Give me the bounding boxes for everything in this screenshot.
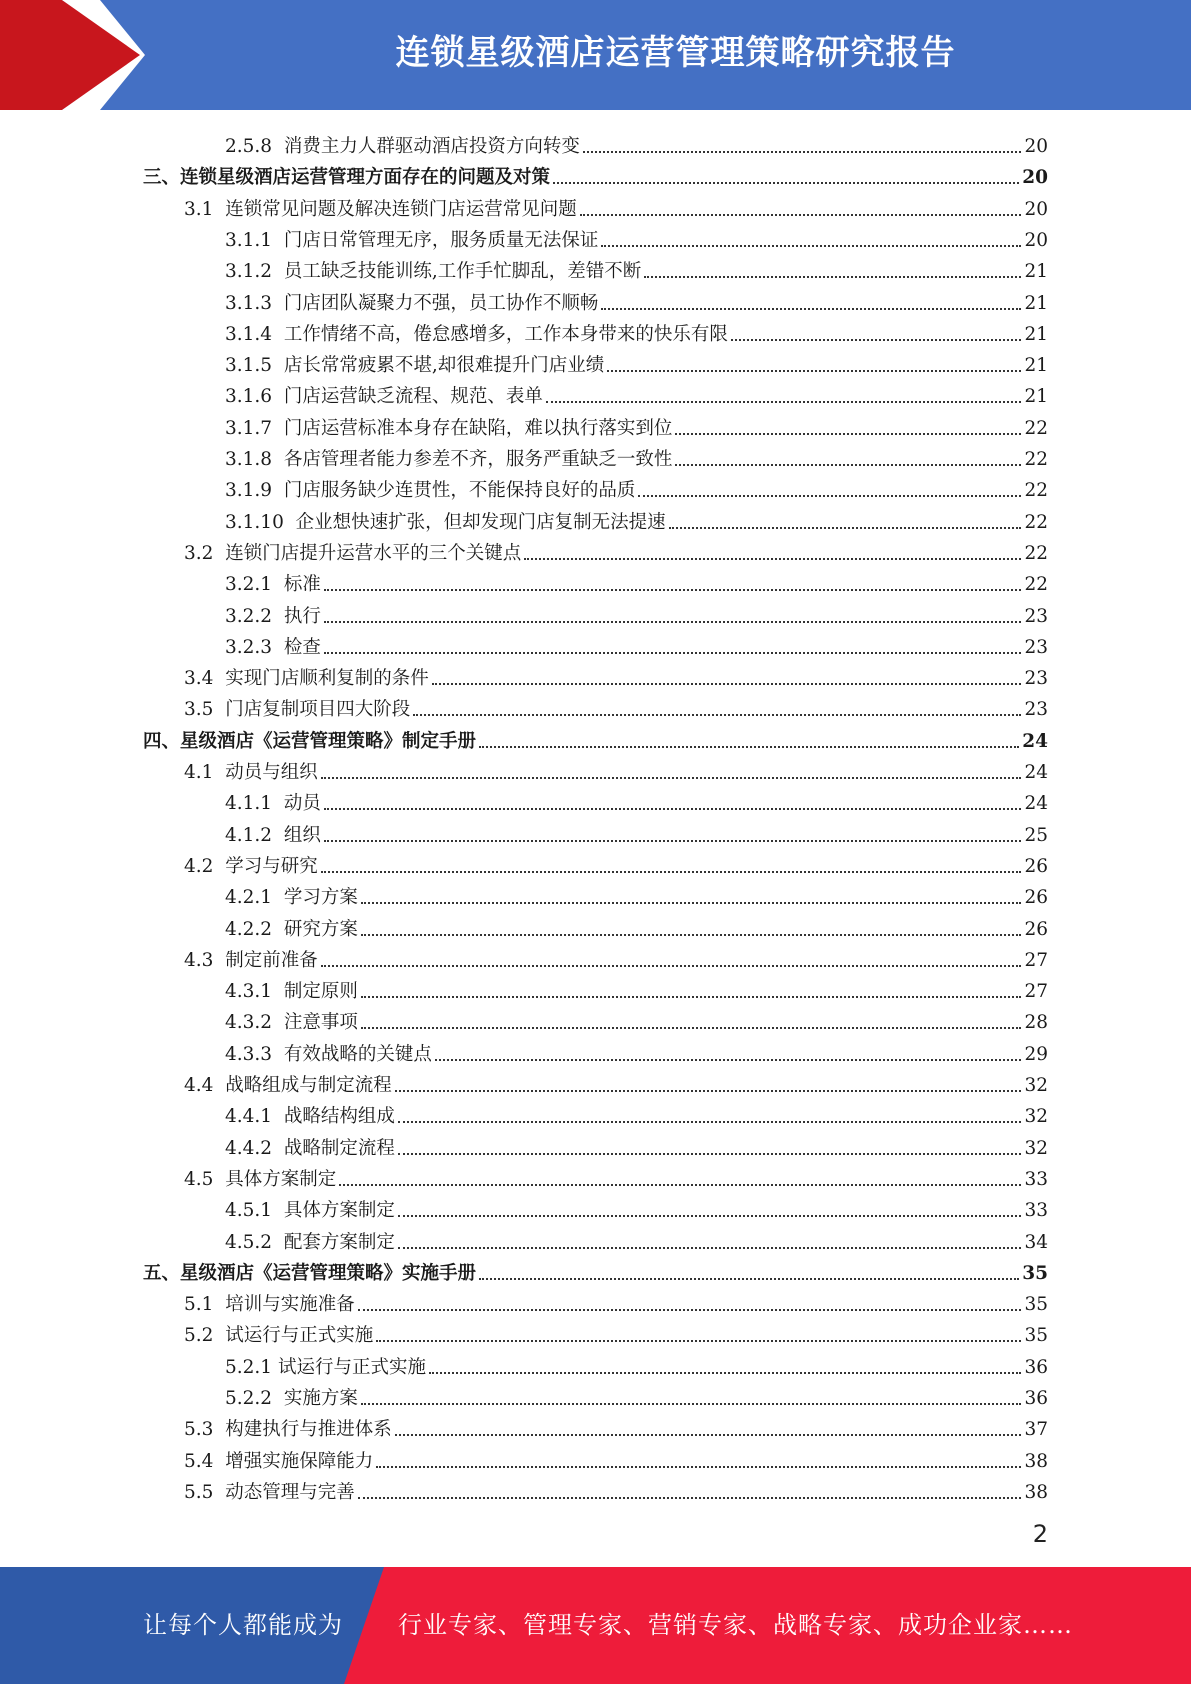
toc-entry-page: 21 <box>1024 323 1048 345</box>
toc-entry-number: 3.1.3 <box>225 292 284 314</box>
toc-dot-leader <box>395 1434 1022 1436</box>
toc-entry-page: 36 <box>1024 1356 1048 1378</box>
toc-entry-number: 4.3.1 <box>225 981 284 1003</box>
toc-entry[interactable] <box>184 1443 1048 1474</box>
toc-entry-title: 战略结构组成 <box>283 1106 395 1128</box>
toc-entry-title: 标准 <box>283 574 321 596</box>
toc-dot-leader <box>432 683 1022 685</box>
toc-entry[interactable] <box>225 316 1048 347</box>
toc-entry-page: 20 <box>1024 198 1048 220</box>
toc-entry-number: 3.2.3 <box>225 636 284 658</box>
toc-entry-title: 检查 <box>283 636 321 658</box>
toc-dot-leader <box>429 1372 1021 1374</box>
toc-entry-number: 4.1 <box>184 762 226 783</box>
toc-entry-page: 34 <box>1024 1231 1048 1253</box>
toc-entry-page: 21 <box>1024 261 1048 283</box>
toc-entry-number: 4.1.2 <box>225 824 284 846</box>
toc-dot-leader <box>361 996 1022 998</box>
toc-entry-title: 执行 <box>283 605 321 627</box>
toc-entry-page: 32 <box>1024 1075 1048 1096</box>
toc-entry-number: 3.2.1 <box>225 574 284 596</box>
toc-entry-number: 5.5 <box>184 1481 226 1503</box>
toc-entry-number: 5.4 <box>184 1450 226 1472</box>
toc-dot-leader <box>324 808 1022 810</box>
toc-entry-page: 23 <box>1024 636 1048 658</box>
toc-entry-title: 战略组成与制定流程 <box>225 1075 392 1096</box>
toc-entry-number: 5.2.1 <box>225 1356 278 1378</box>
toc-entry[interactable] <box>225 1004 1048 1035</box>
toc-entry[interactable] <box>143 1255 1048 1286</box>
toc-entry-number: 4.2 <box>184 855 226 877</box>
footer-slogan-left: 让每个人都能成为 <box>143 1611 343 1639</box>
toc-entry-page: 23 <box>1024 699 1048 721</box>
toc-entry-number: 3.2 <box>184 542 226 564</box>
toc-entry-title: 有效战略的关键点 <box>283 1043 432 1065</box>
toc-entry[interactable] <box>184 191 1048 222</box>
toc-entry-title: 具体方案制定 <box>225 1168 337 1190</box>
toc-entry-page: 24 <box>1024 762 1048 783</box>
toc-dot-leader <box>324 840 1022 842</box>
page-header <box>0 0 1191 110</box>
toc-entry[interactable] <box>143 723 1048 754</box>
toc-dot-leader <box>376 1466 1021 1468</box>
toc-entry[interactable] <box>184 691 1048 722</box>
toc-entry-title: 门店复制项目四大阶段 <box>225 699 411 721</box>
toc-entry-title: 三、连锁星级酒店运营管理方面存在的问题及对策 <box>143 167 551 189</box>
toc-entry[interactable] <box>225 1098 1048 1129</box>
toc-entry-page: 21 <box>1024 292 1048 314</box>
toc-dot-leader <box>358 1497 1022 1499</box>
toc-entry-title: 实施方案 <box>283 1388 358 1409</box>
toc-dot-leader <box>675 433 1021 435</box>
toc-entry-title: 工作情绪不高，倦怠感增多，工作本身带来的快乐有限 <box>283 323 728 345</box>
toc-dot-leader <box>638 495 1021 497</box>
toc-dot-leader <box>398 1215 1022 1217</box>
toc-dot-leader <box>324 589 1022 591</box>
toc-entry-title: 动员 <box>283 793 321 815</box>
toc-entry-title: 实现门店顺利复制的条件 <box>225 668 429 690</box>
toc-entry-page: 33 <box>1024 1200 1048 1222</box>
toc-entry-title: 研究方案 <box>283 918 358 940</box>
toc-entry-title: 消费主力人群驱动酒店投资方向转变 <box>283 136 580 157</box>
toc-entry-page: 33 <box>1024 1168 1048 1190</box>
toc-entry-page: 28 <box>1024 1012 1048 1034</box>
toc-dot-leader <box>361 934 1022 936</box>
toc-entry[interactable] <box>225 1036 1048 1067</box>
toc-entry-number: 4.5.2 <box>225 1231 284 1253</box>
toc-entry-page: 22 <box>1024 417 1048 439</box>
toc-entry-number: 3.1.8 <box>225 449 284 470</box>
toc-entry-title: 连锁常见问题及解决连锁门店运营常见问题 <box>225 198 577 220</box>
toc-dot-leader <box>524 558 1021 560</box>
toc-dot-leader <box>479 746 1019 748</box>
toc-dot-leader <box>435 1059 1022 1061</box>
toc-dot-leader <box>731 339 1022 341</box>
toc-dot-leader <box>339 1184 1021 1186</box>
toc-entry-page: 35 <box>1024 1325 1048 1347</box>
toc-entry-page: 35 <box>1022 1262 1048 1284</box>
toc-entry-number: 3.1.10 <box>225 511 296 533</box>
toc-entry-page: 26 <box>1024 918 1048 940</box>
toc-entry-page: 24 <box>1024 793 1048 815</box>
toc-entry-title: 试运行与正式实施 <box>225 1325 374 1347</box>
toc-entry-page: 26 <box>1024 887 1048 909</box>
toc-entry-title: 配套方案制定 <box>283 1231 395 1253</box>
toc-entry[interactable] <box>225 1130 1048 1161</box>
toc-entry-title: 门店团队凝聚力不强，员工协作不顺畅 <box>283 292 599 314</box>
toc-entry-title: 构建执行与推进体系 <box>225 1419 392 1441</box>
toc-entry[interactable] <box>225 128 1048 159</box>
toc-entry-page: 21 <box>1024 386 1048 408</box>
toc-dot-leader <box>361 902 1022 904</box>
toc-entry-number: 4.4.1 <box>225 1106 284 1128</box>
toc-entry-number: 2.5.8 <box>225 136 284 157</box>
toc-dot-leader <box>583 151 1022 153</box>
toc-dot-leader <box>601 245 1021 247</box>
toc-entry[interactable] <box>225 1380 1048 1411</box>
toc-dot-leader <box>324 621 1022 623</box>
toc-entry-title: 制定前准备 <box>225 949 318 971</box>
toc-dot-leader <box>321 965 1022 967</box>
toc-entry-title: 企业想快速扩张，但却发现门店复制无法提速 <box>295 511 666 533</box>
toc-dot-leader <box>358 1309 1022 1311</box>
toc-entry-number: 3.1.1 <box>225 229 284 251</box>
toc-dot-leader <box>376 1340 1021 1342</box>
toc-entry-number: 4.3.3 <box>225 1043 284 1065</box>
toc-entry-page: 20 <box>1022 167 1048 189</box>
toc-dot-leader <box>321 871 1022 873</box>
toc-entry[interactable] <box>225 911 1048 942</box>
toc-entry-title: 门店服务缺少连贯性，不能保持良好的品质 <box>283 480 636 502</box>
toc-entry-number: 4.5.1 <box>225 1200 284 1222</box>
toc-entry[interactable] <box>225 973 1048 1004</box>
toc-entry-page: 27 <box>1024 949 1048 971</box>
toc-entry-number: 4.2.1 <box>225 887 284 909</box>
toc-entry-title: 连锁门店提升运营水平的三个关键点 <box>225 542 522 564</box>
toc-entry-title: 制定原则 <box>283 981 358 1003</box>
toc-entry-number: 3.1.4 <box>225 323 284 345</box>
toc-entry-page: 38 <box>1024 1481 1048 1503</box>
toc-dot-leader <box>546 401 1022 403</box>
toc-entry[interactable] <box>184 1286 1048 1317</box>
toc-entry-title: 四、星级酒店《运营管理策略》制定手册 <box>143 730 477 752</box>
toc-entry-number: 4.4.2 <box>225 1137 284 1159</box>
toc-entry-page: 22 <box>1024 574 1048 596</box>
toc-entry-page: 36 <box>1024 1388 1048 1409</box>
toc-entry[interactable] <box>184 848 1048 879</box>
toc-entry-title: 五、星级酒店《运营管理策略》实施手册 <box>143 1262 477 1284</box>
toc-entry[interactable] <box>225 1192 1048 1223</box>
toc-entry-page: 27 <box>1024 981 1048 1003</box>
toc-entry-title: 培训与实施准备 <box>225 1294 355 1316</box>
toc-entry-page: 21 <box>1024 355 1048 377</box>
toc-entry-title: 学习方案 <box>283 887 358 909</box>
toc-entry[interactable] <box>225 222 1048 253</box>
toc-entry[interactable] <box>184 1161 1048 1192</box>
toc-entry-page: 22 <box>1024 480 1048 502</box>
toc-entry-page: 35 <box>1024 1294 1048 1316</box>
toc-dot-leader <box>644 276 1021 278</box>
toc-entry-number: 5.3 <box>184 1419 226 1441</box>
toc-entry[interactable] <box>184 1317 1048 1348</box>
page-footer <box>0 1567 1191 1684</box>
toc-entry-page: 22 <box>1024 449 1048 470</box>
toc-entry-number: 4.4 <box>184 1075 226 1096</box>
toc-entry-number: 3.1 <box>184 198 226 220</box>
toc-entry[interactable] <box>225 472 1048 503</box>
toc-entry[interactable] <box>225 879 1048 910</box>
toc-dot-leader <box>675 464 1021 466</box>
toc-entry-number: 3.4 <box>184 668 226 690</box>
toc-entry-number: 5.2.2 <box>225 1388 284 1409</box>
toc-entry-page: 24 <box>1022 730 1048 752</box>
toc-entry[interactable] <box>184 942 1048 973</box>
toc-entry[interactable] <box>184 1474 1048 1505</box>
report-title: 连锁星级酒店运营管理策略研究报告 <box>395 33 956 73</box>
toc-entry-title: 动员与组织 <box>225 762 318 783</box>
toc-dot-leader <box>479 1278 1019 1280</box>
toc-entry[interactable] <box>184 535 1048 566</box>
toc-entry[interactable] <box>143 159 1048 190</box>
toc-entry[interactable] <box>184 1411 1048 1442</box>
toc-entry[interactable] <box>184 660 1048 691</box>
toc-entry[interactable] <box>225 785 1048 816</box>
toc-entry[interactable] <box>225 817 1048 848</box>
toc-dot-leader <box>395 1090 1022 1092</box>
toc-entry[interactable] <box>225 504 1048 535</box>
toc-entry-number: 3.5 <box>184 699 226 721</box>
toc-entry[interactable] <box>225 441 1048 472</box>
toc-entry[interactable] <box>225 1224 1048 1255</box>
toc-entry-number: 3.1.9 <box>225 480 284 502</box>
toc-entry[interactable] <box>225 566 1048 597</box>
toc-entry-number: 5.2 <box>184 1325 226 1347</box>
toc-entry-number: 4.3 <box>184 949 226 971</box>
toc-entry-page: 37 <box>1024 1419 1048 1441</box>
toc-entry[interactable] <box>184 1067 1048 1098</box>
toc-entry-number: 4.3.2 <box>225 1012 284 1034</box>
toc-entry-page: 38 <box>1024 1450 1048 1472</box>
toc-dot-leader <box>398 1153 1022 1155</box>
toc-dot-leader <box>398 1247 1022 1249</box>
toc-entry[interactable] <box>225 410 1048 441</box>
toc-entry-page: 26 <box>1024 855 1048 877</box>
toc-entry[interactable] <box>225 1349 1048 1380</box>
toc-dot-leader <box>361 1027 1022 1029</box>
toc-dot-leader <box>413 714 1021 716</box>
toc-entry-title: 员工缺乏技能训练,工作手忙脚乱，差错不断 <box>283 261 642 283</box>
toc-entry-number: 3.1.5 <box>225 355 284 377</box>
toc-entry-page: 22 <box>1024 542 1048 564</box>
toc-dot-leader <box>321 777 1022 779</box>
toc-dot-leader <box>324 652 1022 654</box>
toc-entry[interactable] <box>184 754 1048 785</box>
toc-entry-page: 23 <box>1024 668 1048 690</box>
toc-entry-title: 各店管理者能力参差不齐，服务严重缺乏一致性 <box>283 449 673 470</box>
toc-entry-title: 试运行与正式实施 <box>277 1356 426 1378</box>
toc-entry-title: 注意事项 <box>283 1012 358 1034</box>
toc-entry-title: 门店运营缺乏流程、规范、表单 <box>283 386 543 408</box>
toc-entry-title: 学习与研究 <box>225 855 318 877</box>
toc-entry-number: 3.1.2 <box>225 261 284 283</box>
toc-entry-title: 门店运营标准本身存在缺陷，难以执行落实到位 <box>283 417 673 439</box>
toc-dot-leader <box>361 1403 1022 1405</box>
toc-dot-leader <box>607 370 1021 372</box>
toc-entry-title: 增强实施保障能力 <box>225 1450 374 1472</box>
toc-entry-number: 3.1.7 <box>225 417 284 439</box>
toc-entry-number: 4.1.1 <box>225 793 284 815</box>
toc-entry-number: 4.2.2 <box>225 918 284 940</box>
toc-entry-title: 动态管理与完善 <box>225 1481 355 1503</box>
toc-entry-title: 具体方案制定 <box>283 1200 395 1222</box>
toc-entry[interactable] <box>225 253 1048 284</box>
toc-entry-number: 3.2.2 <box>225 605 284 627</box>
toc-entry[interactable] <box>225 285 1048 316</box>
toc-entry-number: 5.1 <box>184 1294 226 1316</box>
footer-slogan-right: 行业专家、管理专家、营销专家、战略专家、成功企业家…… <box>398 1611 1073 1639</box>
toc-entry[interactable] <box>225 378 1048 409</box>
toc-entry-page: 22 <box>1024 511 1048 533</box>
toc-entry-page: 20 <box>1024 229 1048 251</box>
toc-entry-page: 32 <box>1024 1137 1048 1159</box>
toc-entry-page: 23 <box>1024 605 1048 627</box>
toc-entry[interactable] <box>225 347 1048 378</box>
toc-entry[interactable] <box>225 629 1048 660</box>
toc-entry-title: 门店日常管理无序，服务质量无法保证 <box>283 229 599 251</box>
toc-entry-page: 25 <box>1024 824 1048 846</box>
toc-entry-page: 29 <box>1024 1043 1048 1065</box>
toc-entry-number: 4.5 <box>184 1168 226 1190</box>
toc-entry-number: 3.1.6 <box>225 386 284 408</box>
toc-entry[interactable] <box>225 598 1048 629</box>
toc-entry-title: 战略制定流程 <box>283 1137 395 1159</box>
toc-dot-leader <box>601 308 1021 310</box>
page-number: 2 <box>1032 1520 1048 1548</box>
toc-entry-page: 20 <box>1024 136 1048 157</box>
toc-dot-leader <box>553 182 1019 184</box>
toc-dot-leader <box>398 1121 1022 1123</box>
toc-dot-leader <box>669 527 1022 529</box>
toc-dot-leader <box>580 214 1022 216</box>
toc-entry-title: 店长常常疲累不堪,却很难提升门店业绩 <box>283 355 605 377</box>
toc-entry-page: 32 <box>1024 1106 1048 1128</box>
toc-entry-title: 组织 <box>283 824 321 846</box>
